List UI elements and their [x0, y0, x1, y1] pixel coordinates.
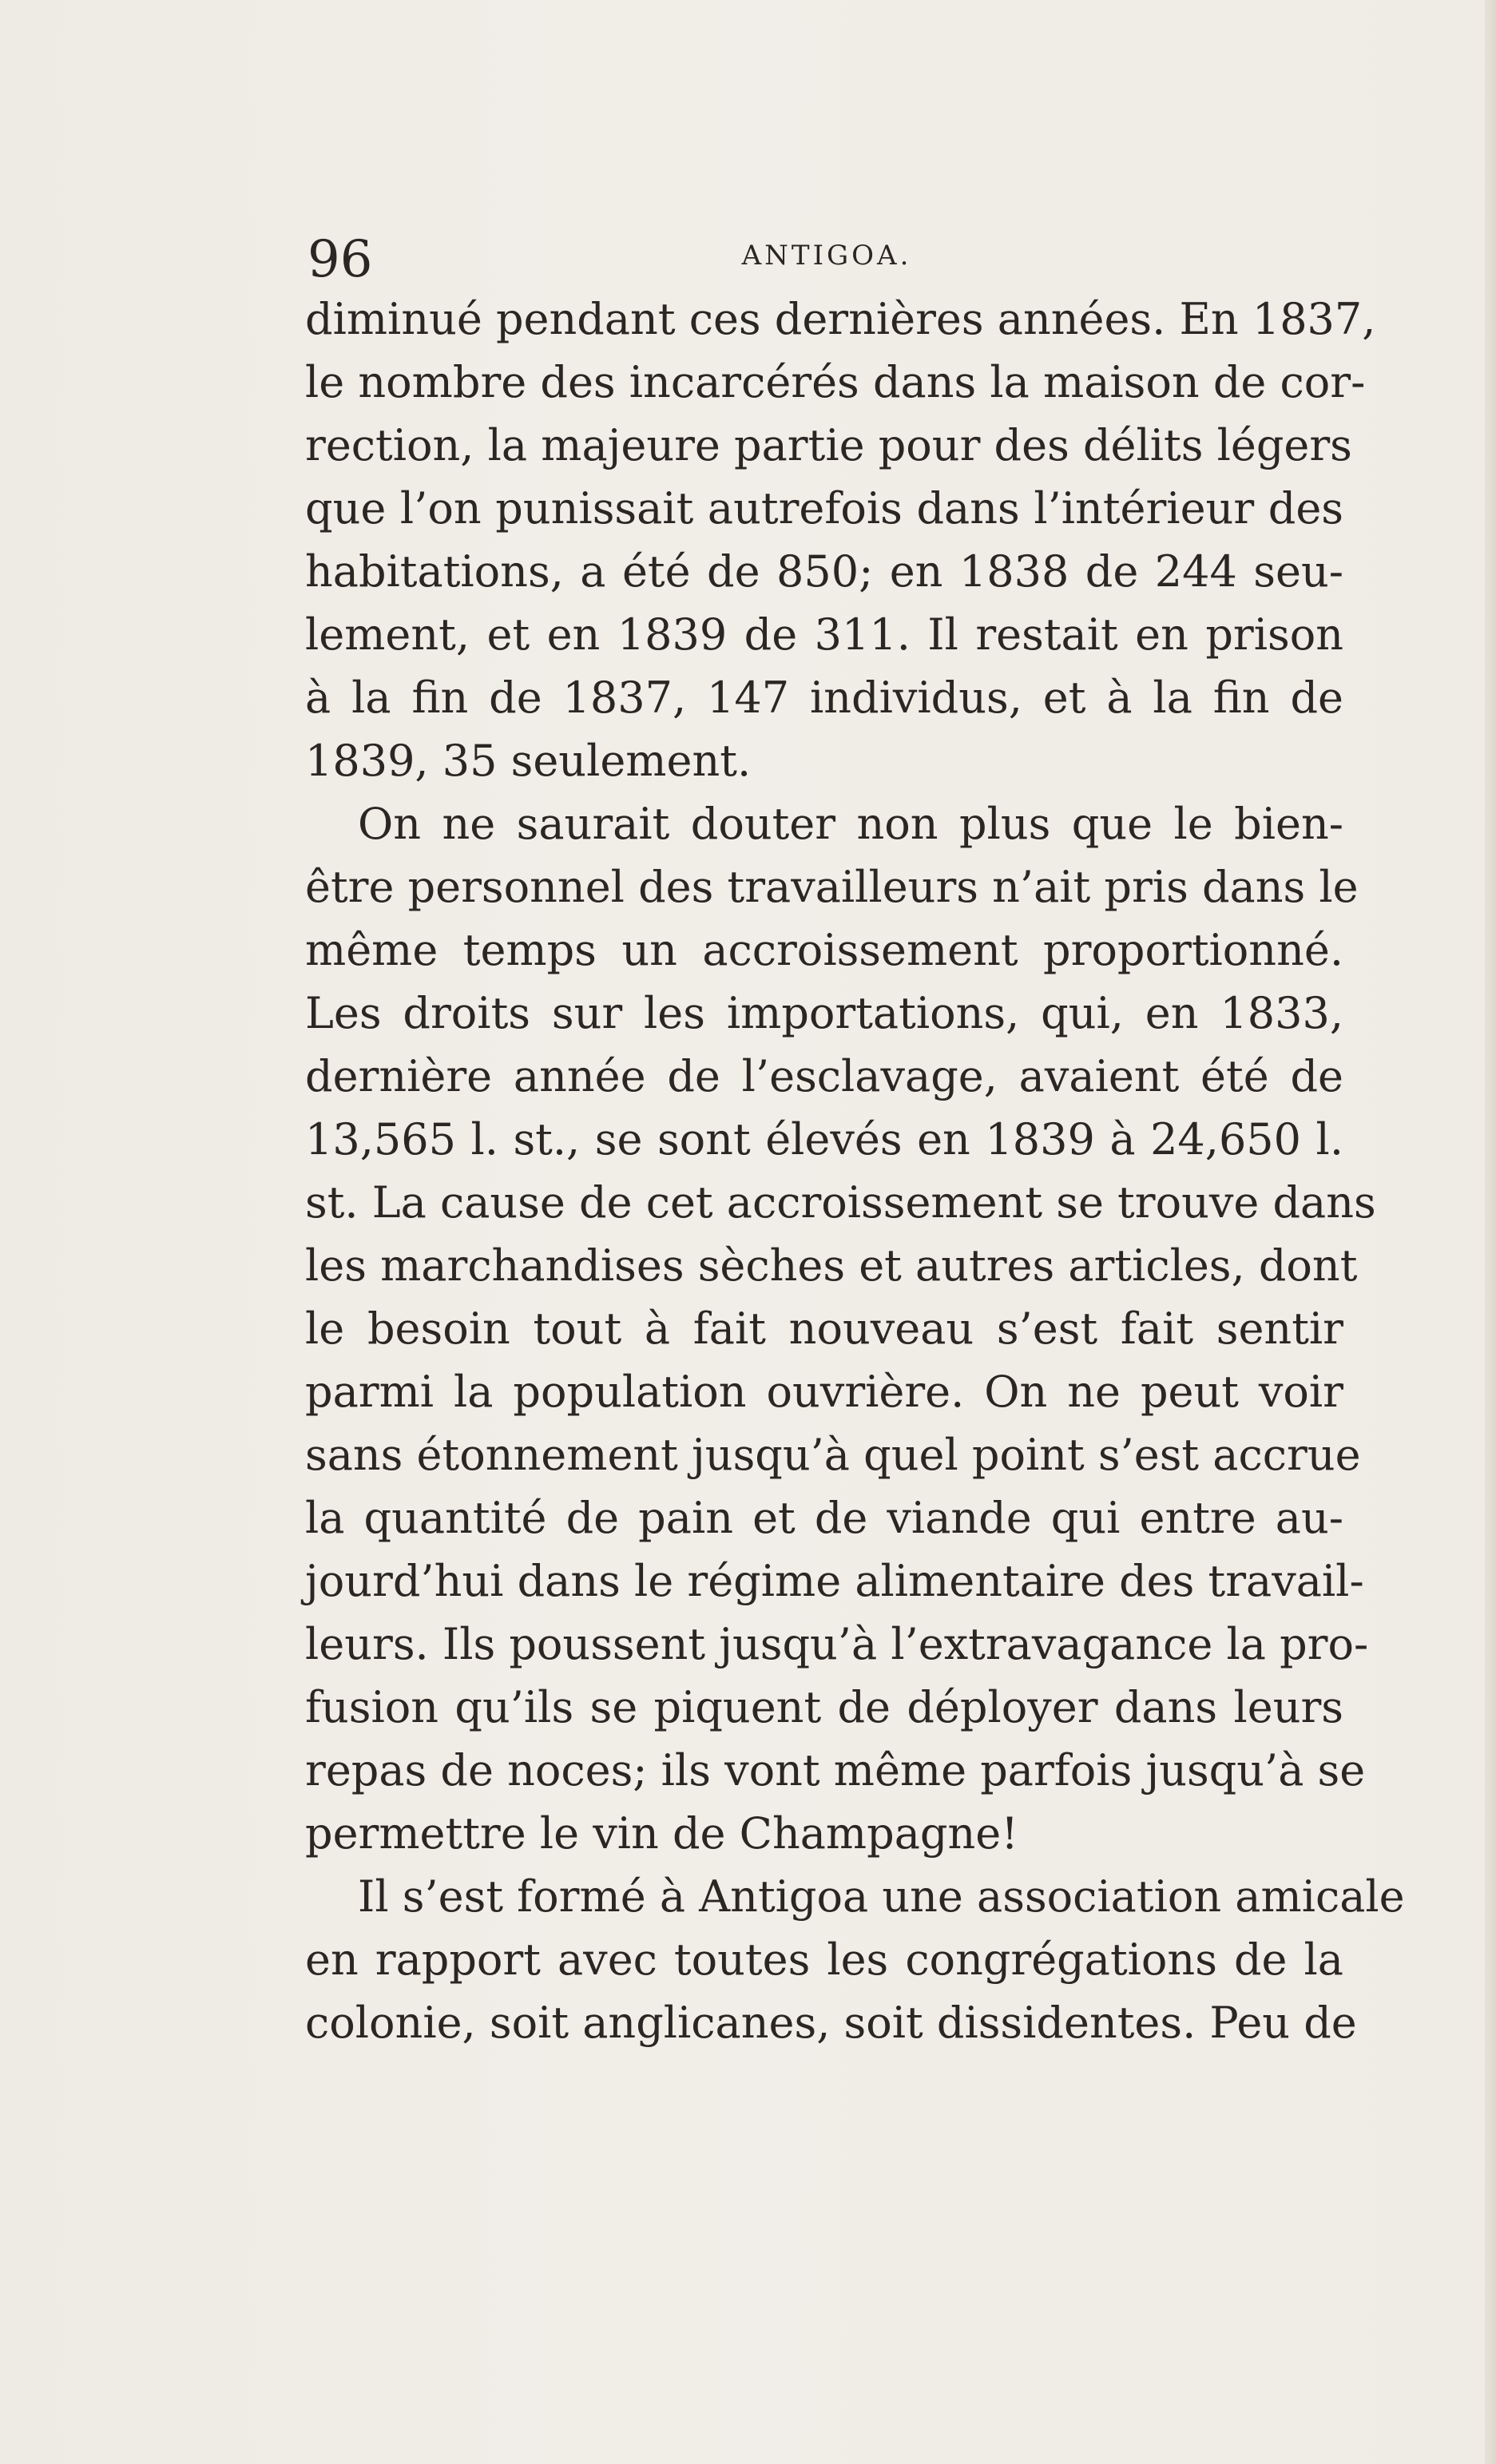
text-line: diminué pendant ces dernières années. En 1837,	[305, 294, 1376, 344]
text-line: dernière année de l’esclavage, avaient été de	[305, 1051, 1343, 1101]
page-number: 96	[308, 230, 373, 289]
text-line: que l’on punissait autrefois dans l’intérieur des	[305, 483, 1343, 534]
text-line: 13,565 l. st., se sont élevés en 1839 à 24,650 l.	[305, 1114, 1343, 1165]
text-line: repas de noces; ils vont même parfois jusqu’à se	[305, 1745, 1366, 1795]
text-line: 1839, 35 seulement.	[305, 736, 752, 786]
text-line: à la fin de 1837, 147 individus, et à la fin de	[305, 673, 1343, 723]
body-text	[305, 288, 1405, 2054]
text-line: lement, et en 1839 de 311. Il restait en prison	[305, 609, 1343, 660]
page-header	[304, 224, 1350, 296]
text-line: st. La cause de cet accroissement se trouve dans	[305, 1177, 1376, 1228]
text-line: parmi la population ouvrière. On ne peut voir	[305, 1367, 1343, 1417]
text-line: Il s’est formé à Antigoa une association amicale	[358, 1871, 1405, 1922]
text-line: les marchandises sèches et autres articles, dont	[305, 1240, 1358, 1291]
paragraph-3	[305, 1865, 1405, 2054]
text-line: en rapport avec toutes les congrégations de la	[305, 1934, 1343, 1985]
text-line: habitations, a été de 850; en 1838 de 244 seu-	[305, 546, 1343, 597]
text-line: Les droits sur les importations, qui, en 1833,	[305, 988, 1343, 1038]
text-line: être personnel des travailleurs n’ait pris dans le	[305, 862, 1359, 912]
text-line: sans étonnement jusqu’à quel point s’est accrue	[305, 1430, 1361, 1480]
paragraph-2	[305, 792, 1376, 1865]
text-line: même temps un accroissement proportionné.	[305, 925, 1343, 975]
text-line: le nombre des incarcérés dans la maison de cor-	[305, 357, 1366, 407]
text-line: On ne saurait douter non plus que le bien-	[358, 799, 1343, 849]
page-edge	[1485, 0, 1496, 2464]
paragraph-1	[305, 288, 1376, 792]
text-line: fusion qu’ils se piquent de déployer dans leurs	[305, 1682, 1343, 1732]
text-line: leurs. Ils poussent jusqu’à l’extravagance la pro-	[305, 1619, 1369, 1669]
text-line: colonie, soit anglicanes, soit dissidentes. Peu de	[305, 1998, 1357, 2048]
text-line: le besoin tout à fait nouveau s’est fait sentir	[305, 1303, 1343, 1354]
running-head: ANTIGOA.	[741, 240, 912, 272]
text-line: rection, la majeure partie pour des délits légers	[305, 420, 1352, 470]
text-line: la quantité de pain et de viande qui entre au-	[305, 1493, 1343, 1543]
text-line: jourd’hui dans le régime alimentaire des travail-	[305, 1556, 1364, 1606]
text-line: permettre le vin de Champagne!	[305, 1808, 1018, 1859]
